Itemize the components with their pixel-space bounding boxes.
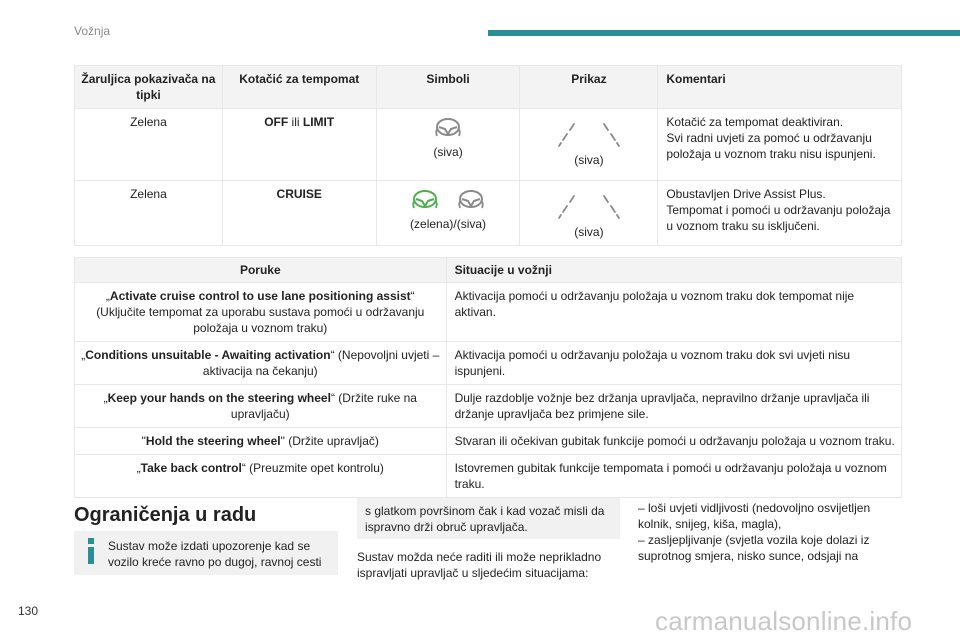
quote-open: „ bbox=[81, 348, 86, 362]
message-cell bbox=[75, 342, 447, 385]
comment-cell bbox=[658, 109, 902, 181]
header-accent-bar bbox=[488, 30, 960, 36]
info-text: Sustav može izdati upozorenje kad se vozilo kreće ravno po dugoj, ravnoj cesti bbox=[108, 539, 322, 569]
column-header: Poruke bbox=[75, 258, 447, 283]
situation-cell: Aktivacija pomoći u održavanju položaja u voznom traku dok svi uvjeti nisu ispunjeni. bbox=[446, 342, 901, 385]
message-translation: (Držite ruke na upravljaču) bbox=[230, 391, 417, 421]
column-header: Kotačić za tempomat bbox=[222, 66, 376, 109]
column-header: Prikaz bbox=[520, 66, 658, 109]
info-box bbox=[74, 531, 338, 575]
message-translation: (Nepovoljni uvjeti – aktivacija na čekanju) bbox=[202, 348, 440, 378]
column-header: Žaruljica pokazivača na tipki bbox=[75, 66, 223, 109]
wheel-value: OFF bbox=[264, 115, 289, 129]
indicator-table bbox=[74, 65, 902, 246]
comment-line: Tempomat i pomoći u održavanju položaja u voznom traku su isključeni. bbox=[666, 203, 891, 233]
message-text: Activate cruise control to use lane positioning assist bbox=[109, 289, 411, 303]
message-cell bbox=[75, 385, 447, 428]
display-cell bbox=[520, 109, 658, 181]
quote-close: " bbox=[280, 434, 285, 448]
comment-line: Obustavljen Drive Assist Plus. bbox=[666, 187, 826, 201]
situation-cell: Dulje razdoblje vožnje bez držanja upravljača, nepravilno držanje upravljača ili držanje upravljača bez primjene sile. bbox=[446, 385, 901, 428]
table-header-row bbox=[75, 66, 902, 109]
message-cell bbox=[75, 428, 447, 455]
message-cell bbox=[75, 455, 447, 498]
table-header-row bbox=[75, 258, 902, 283]
message-cell bbox=[75, 283, 447, 342]
situation-cell: Istovremen gubitak funkcije tempomata i pomoći u održavanju položaja u voznom traku. bbox=[446, 455, 901, 498]
quote-close: “ bbox=[410, 289, 415, 303]
messages-table bbox=[74, 257, 902, 498]
limitations-list bbox=[638, 500, 902, 564]
info-icon bbox=[86, 538, 96, 564]
table-row bbox=[75, 109, 902, 181]
indicator-cell: Zelena bbox=[75, 109, 223, 181]
message-text: Keep your hands on the steering wheel bbox=[107, 391, 331, 405]
symbols-cell bbox=[376, 181, 520, 246]
table-row bbox=[75, 181, 902, 246]
quote-close: “ bbox=[330, 391, 335, 405]
comment-line: Kotačić za tempomat deaktiviran. bbox=[666, 115, 844, 129]
display-caption: (siva) bbox=[574, 225, 604, 239]
body-paragraph: Sustav možda neće raditi ili može neprikladno ispravljati upravljač u sljedećim situacijama: bbox=[357, 550, 602, 580]
display-caption: (siva) bbox=[574, 153, 604, 167]
wheel-value: LIMIT bbox=[302, 115, 335, 129]
list-item: – zasljepljivanje (svjetla vozila koje dolazi iz suprotnog smjera, nisko sunce, odsjaji na bbox=[638, 533, 870, 563]
quote-open: „ bbox=[103, 391, 108, 405]
list-item: – loši uvjeti vidljivosti (nedovoljno osvijetljen kolnik, snijeg, kiša, magla), bbox=[638, 501, 871, 531]
wheel-cell bbox=[222, 109, 376, 181]
table-row bbox=[75, 283, 902, 342]
indicator-cell: Zelena bbox=[75, 181, 223, 246]
wheel-value: CRUISE bbox=[276, 187, 322, 201]
quote-open: " bbox=[141, 434, 146, 448]
steering-wheel-grey-icon bbox=[456, 188, 486, 212]
symbol-caption: (siva) bbox=[433, 145, 463, 159]
symbols-cell bbox=[376, 109, 520, 181]
message-translation: (Preuzmite opet kontrolu) bbox=[245, 461, 384, 475]
lane-lines-grey-icon bbox=[554, 120, 624, 148]
quote-open: „ bbox=[105, 289, 110, 303]
table-row bbox=[75, 385, 902, 428]
column-header: Simboli bbox=[376, 66, 520, 109]
steering-wheel-green-icon bbox=[410, 188, 440, 212]
info-box-continuation: s glatkom površinom čak i kad vozač misli da ispravno drži obruč upravljača. bbox=[357, 498, 620, 539]
table-row bbox=[75, 428, 902, 455]
page-number: 130 bbox=[18, 604, 39, 618]
watermark: carmanualsonline.info bbox=[655, 606, 913, 636]
section-label: Vožnja bbox=[74, 24, 111, 38]
table-row bbox=[75, 342, 902, 385]
lane-lines-grey-icon bbox=[554, 192, 624, 220]
quote-open: „ bbox=[136, 461, 141, 475]
steering-wheel-grey-icon bbox=[433, 116, 463, 140]
message-text: Take back control bbox=[140, 461, 242, 475]
table-row bbox=[75, 455, 902, 498]
quote-close: “ bbox=[241, 461, 246, 475]
situation-cell: Aktivacija pomoći u održavanju položaja u voznom traku dok tempomat nije aktivan. bbox=[446, 283, 901, 342]
quote-close: “ bbox=[330, 348, 335, 362]
situation-cell: Stvaran ili očekivan gubitak funkcije pomoći u održavanju položaja u voznom traku. bbox=[446, 428, 901, 455]
message-text: Conditions unsuitable - Awaiting activation bbox=[85, 348, 331, 362]
symbol-caption: (zelena)/(siva) bbox=[410, 217, 487, 231]
column-header: Komentari bbox=[658, 66, 902, 109]
section-title: Ograničenja u radu bbox=[74, 504, 257, 526]
display-cell bbox=[520, 181, 658, 246]
comment-cell bbox=[658, 181, 902, 246]
comment-line: Svi radni uvjeti za pomoć u održavanju položaja u voznom traku nisu ispunjeni. bbox=[666, 131, 876, 161]
message-text: Hold the steering wheel bbox=[145, 434, 281, 448]
column-header: Situacije u vožnji bbox=[446, 258, 901, 283]
wheel-separator: ili bbox=[288, 115, 303, 129]
wheel-cell bbox=[222, 181, 376, 246]
message-translation: (Uključite tempomat za uporabu sustava pomoći u održavanju položaja u voznom traku) bbox=[96, 305, 425, 335]
message-translation: (Držite upravljač) bbox=[284, 434, 379, 448]
